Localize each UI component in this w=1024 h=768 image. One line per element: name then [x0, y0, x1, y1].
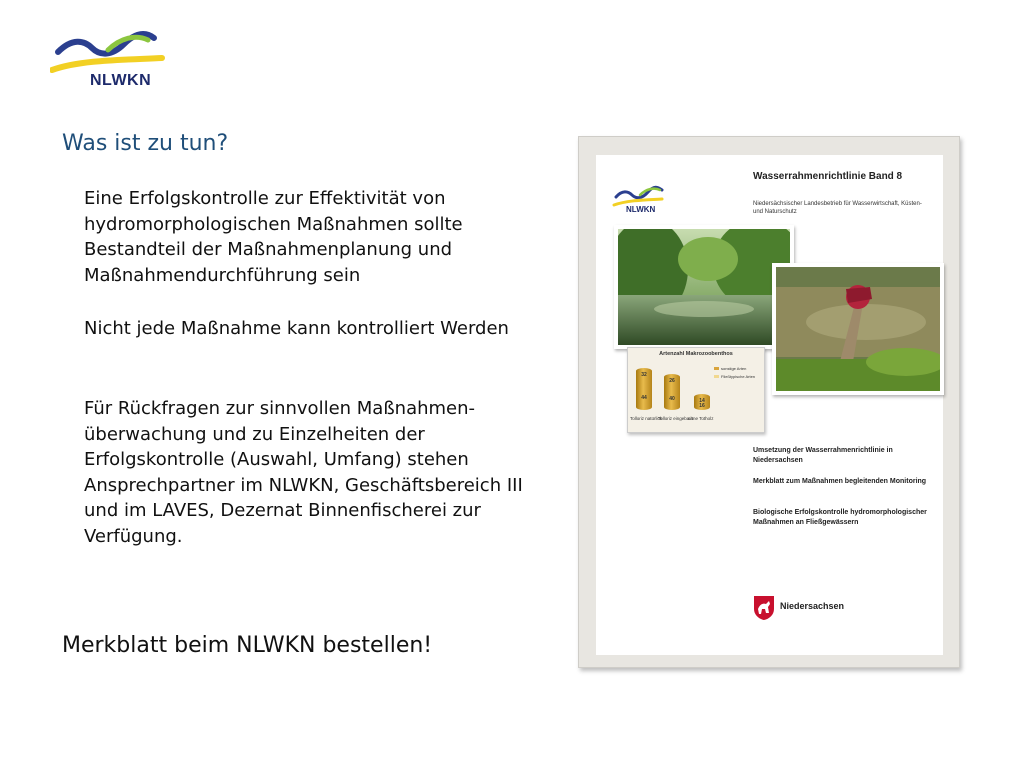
chart-value-label: 32	[641, 372, 647, 379]
river-photo-2	[772, 263, 944, 395]
chart-value-label: 44	[641, 394, 647, 401]
logo-text: NLWKN	[90, 72, 152, 89]
cover-title-merkblatt: Merkblatt zum Maßnahmen begleitenden Monitoring	[753, 478, 927, 485]
cover-title-implementation: Umsetzung der Wasserrahmenrichtlinie in Niedersachsen	[753, 447, 893, 464]
chart-category-label: ohne Totholz	[688, 416, 714, 421]
paragraph-1: Eine Erfolgskontrolle zur Effektivität von hydromorphologischen Maßnahmen sollte Bestandteil der Maßnahmenplanung und Maßnahmendurchführung sein	[84, 188, 463, 286]
cover-chart-title: Artenzahl Makrozoobenthos	[659, 351, 733, 357]
nlwkn-logo	[50, 26, 170, 94]
river-photo-1	[614, 225, 794, 349]
chart-value-label: 14	[699, 397, 705, 404]
legend-item-1: sonstige Arten	[714, 366, 746, 371]
nlwkn-wave-icon	[50, 26, 170, 76]
chart-value-label: 16	[699, 402, 705, 409]
chart-value-label: 40	[669, 396, 675, 402]
order-call-to-action: Merkblatt beim NLWKN bestellen!	[62, 633, 433, 658]
chart-category-label: Tolloriz eingebaut	[658, 416, 694, 421]
legend-item-2: Fließtypische Arten	[714, 374, 755, 379]
niedersachsen-coat-of-arms-icon	[753, 595, 775, 621]
niedersachsen-label: Niedersachsen	[780, 601, 845, 611]
niedersachsen-brand	[753, 595, 845, 626]
chart-value-label: 26	[669, 377, 675, 384]
cover-title-erfolgskontrolle: Biologische Erfolgskontrolle hydromorphologischer Maßnahmen an Fließgewässern	[753, 509, 927, 526]
cover-publisher: Niedersächsischer Landesbetrieb für Wasserwirtschaft, Küsten- und Naturschutz	[753, 201, 922, 215]
paragraph-3: Für Rückfragen zur sinnvollen Maßnahmen-überwachung und zu Einzelheiten der Erfolgskontrolle (Auswahl, Umfang) stehen Ansprechpartner im NLWKN, Geschäftsbereich III und im LAVES, Dezernat Binnenfischerei zur Verfügung.	[84, 398, 523, 547]
cover-logo-text: NLWKN	[626, 205, 656, 214]
cover-chart	[627, 347, 765, 433]
page-heading: Was ist zu tun?	[62, 131, 229, 156]
paragraph-2: Nicht jede Maßnahme kann kontrolliert Werden	[84, 318, 509, 339]
cover-series: Wasserrahmenrichtlinie Band 8	[753, 171, 903, 182]
document-cover	[596, 155, 943, 655]
chart-category-label: Tolloriz natürlich	[630, 416, 663, 421]
